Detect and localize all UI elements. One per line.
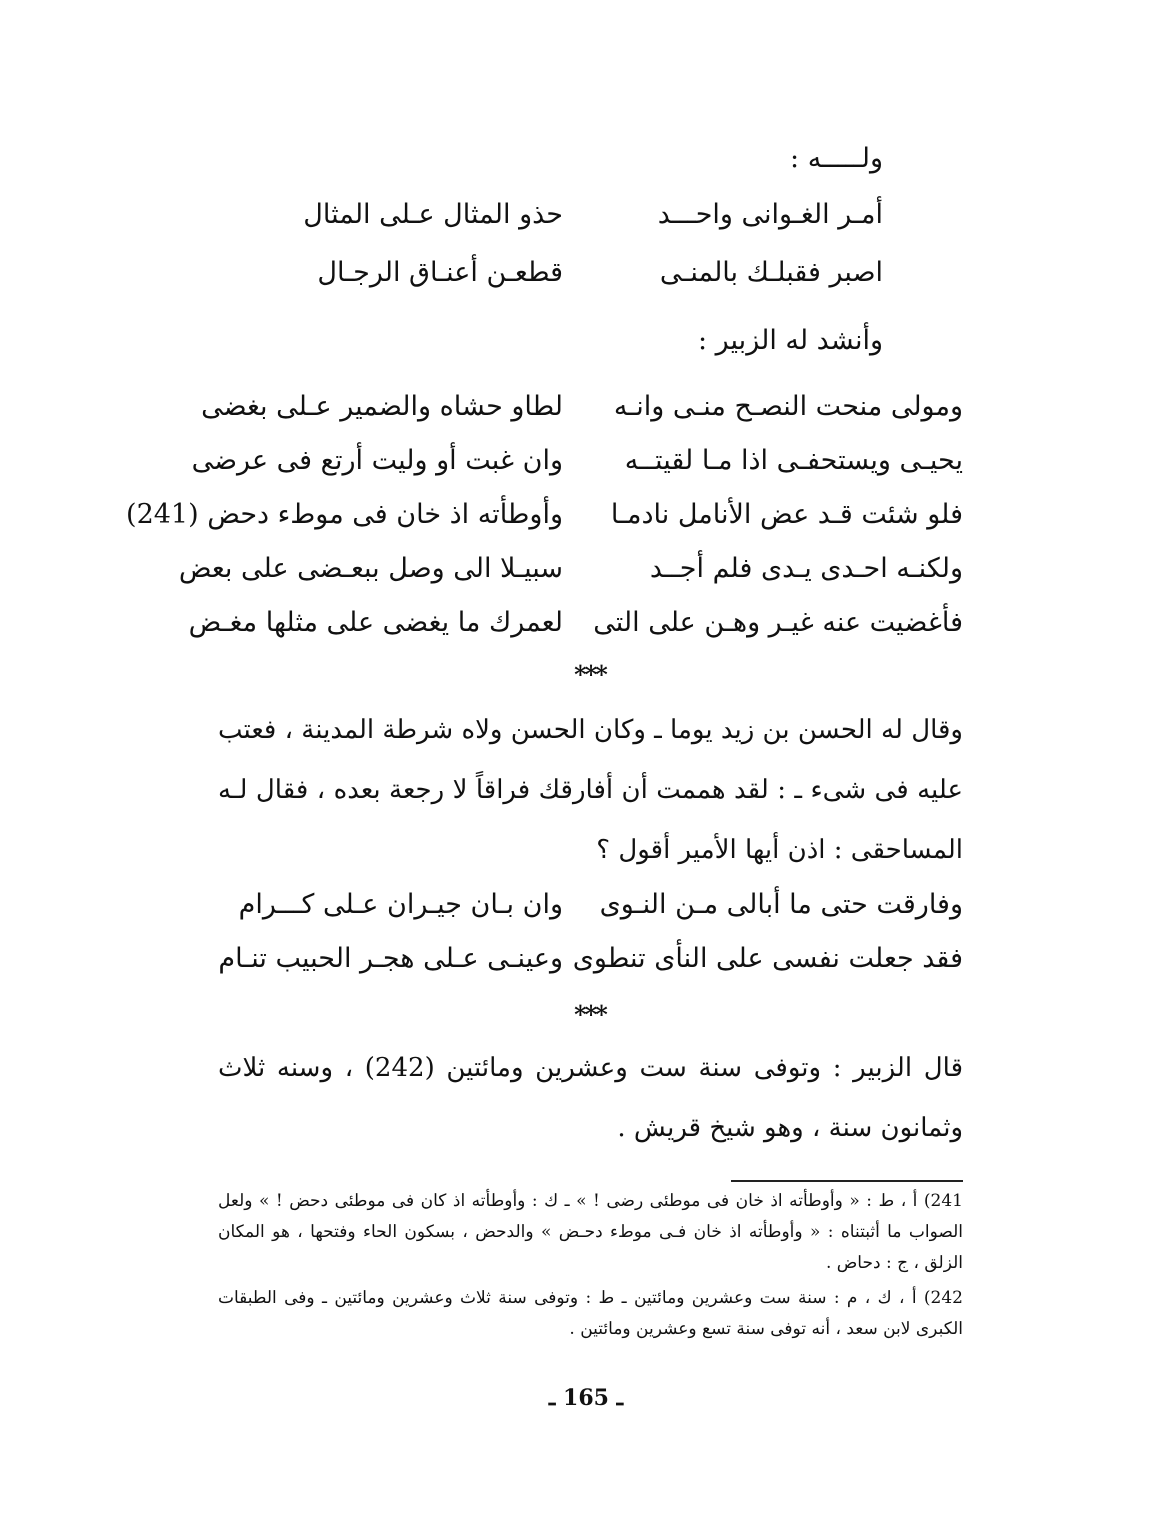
verse-hemistich-1: يحيـى ويستحفـى اذا مـا لقيتــه [624,445,963,476]
verse-line [126,490,963,540]
verse-hemistich-2: لعمرك ما يغضى على مثلها مغـض [188,607,563,638]
verse-hemistich-2: وان غبت أو وليت أرتع فى عرضى [191,445,563,476]
verse-line [188,436,963,486]
verse-hemistich-1: فلو شئت قـد عض الأنامل نادمـا [610,499,963,530]
footnote-242: 242) أ ، ك ، م : سنة ست وعشرين ومائتين ـ ط : وتوفى سنة ثلاث وعشرين ومائتين ـ وفى الطبقات الكبرى لابن سعد ، أنه توفى سنة تسع وعشرين ومائتين . [218,1288,963,1339]
verse-line [188,248,963,298]
verse-line [188,934,963,984]
verse-hemistich-2: وان بـان جيـران عـلى كـــرام [238,889,563,920]
verse-line [188,598,963,648]
verse-hemistich-1: فقد جعلت نفسى على النأى تنطوى [572,943,963,974]
verse-hemistich-1: وفارقت حتى ما أبالى مـن النـوى [599,889,963,920]
section-separator: *** [574,1000,606,1029]
footnote-rule [731,1180,963,1182]
verse-hemistich-2: وعينـى عـلى هجـر الحبيب تنـام [218,943,563,974]
verse-hemistich-2: لطاو حشاه والضمير عـلى بغضى [201,391,563,422]
heading-walahu: ولـــــه : [790,143,883,174]
verse-hemistich-1: فأغضيت عنه غيـر وهـن على التى [593,607,963,638]
verse-line [178,544,963,594]
verse-line [188,382,963,432]
verse-hemistich-1: أمـر الغـوانى واحـــد [657,199,883,230]
page-number: ـ 165 ـ [548,1385,624,1411]
prose-paragraph: قال الزبير : وتوفى سنة ست وعشرين ومائتين (242) ، وسنه ثلاث وثمانون سنة ، وهو شيخ قريش . [218,1053,963,1143]
verse-hemistich-1: اصبر فقبلـك بالمنـى [659,257,883,288]
verse-hemistich-2: حذو المثال عـلى المثال [303,199,563,230]
footnotes [218,1186,963,1349]
prose-paragraph: وقال له الحسن بن زيد يوما ـ وكان الحسن ولاه شرطة المدينة ، فعتب عليه فى شىء ـ : لقد هممت أن أفارقك فراقاً لا رجعة بعده ، فقال لـه المساحقى : اذن أيها الأمير أقول ؟ [218,715,963,865]
heading-zubayr: وأنشد له الزبير : [697,325,883,356]
verse-hemistich-2: وأوطأته اذ خان فى موطء دحض (241) [126,499,563,530]
verse-hemistich-2: سبيـلا الى وصل ببعـضى على بعض [178,553,563,584]
verse-hemistich-1: ومولى منحت النصـح منـى وانـه [613,391,963,422]
verse-line [188,880,963,930]
section-separator: *** [574,660,606,689]
verse-hemistich-2: قطعـن أعنـاق الرجـال [317,257,563,288]
footnote-241: 241) أ ، ط : « وأوطأته اذ خان فى موطئى رضى ! » ـ ك : وأوطأته اذ كان فى موطئى دحض ! » ولعل الصواب ما أثبتناه : « وأوطأته اذ خان فـى موطء دحـض » والدحض ، بسكون الحاء وفتحها ، هو المكان الزلق ، ج : دحاض . [218,1191,963,1273]
verse-line [188,190,963,240]
verse-hemistich-1: ولكنـه احـدى يـدى فلم أجــد [649,553,963,584]
